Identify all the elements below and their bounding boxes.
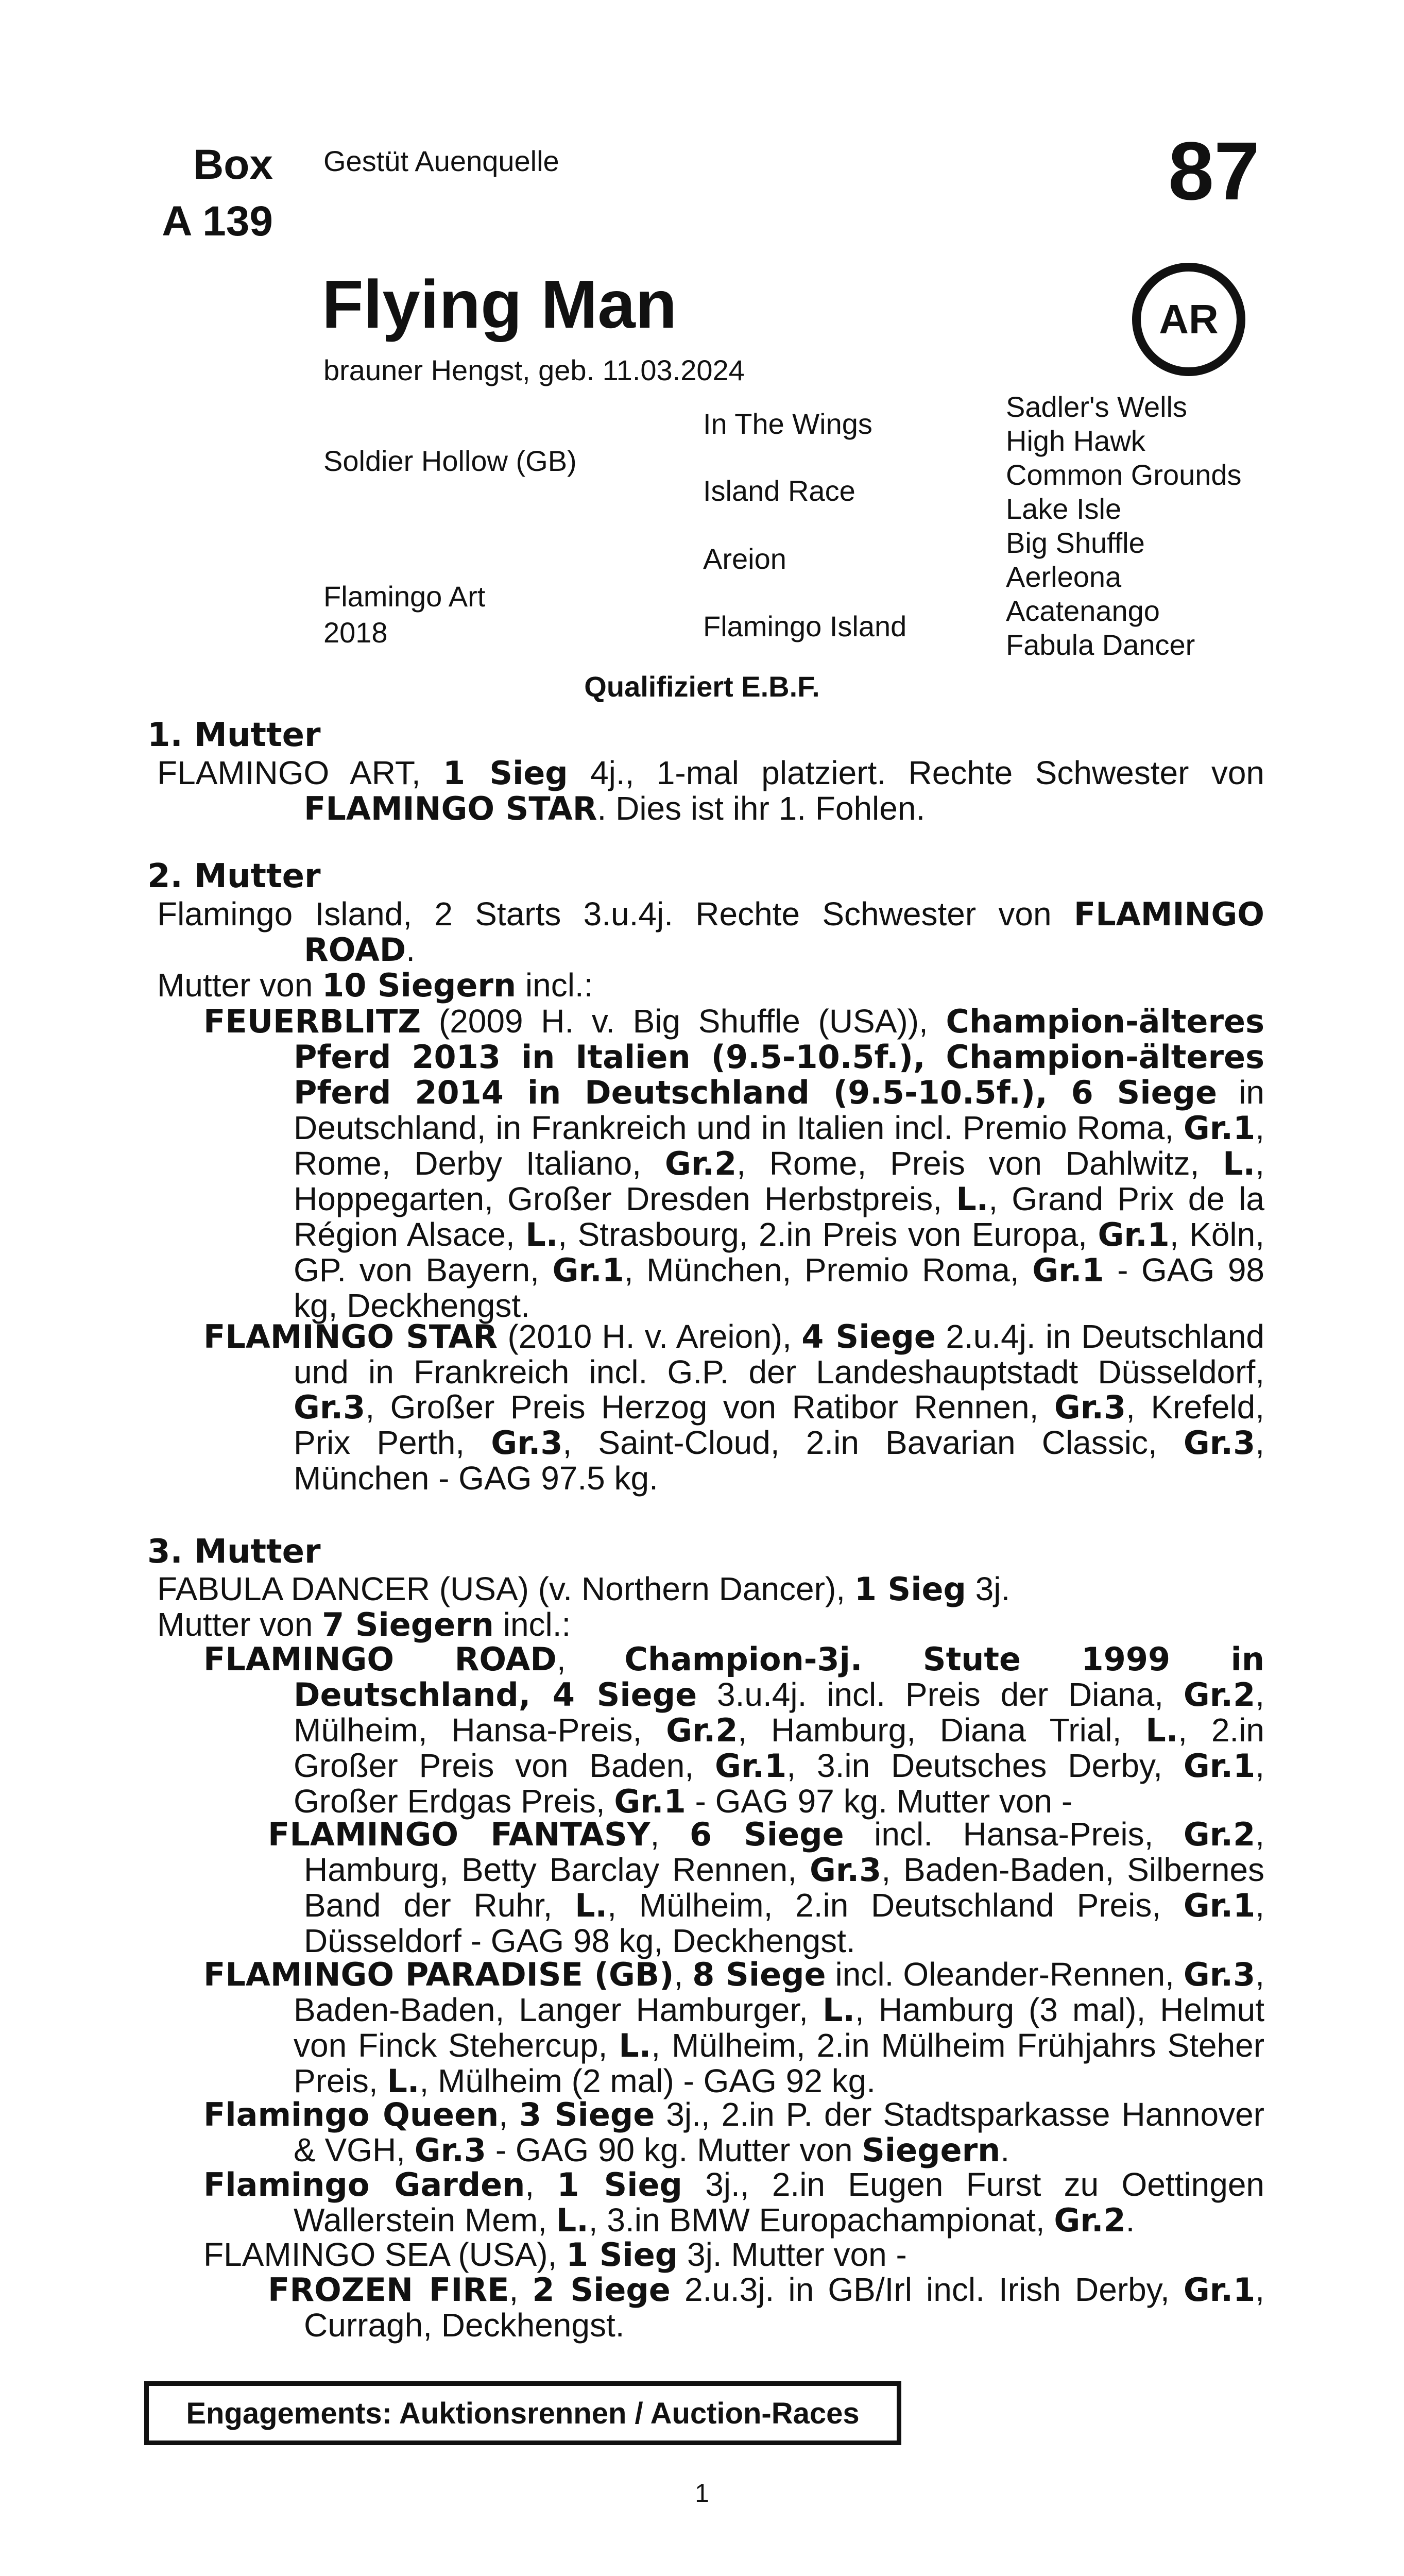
third-dam-heading: 3. Mutter: [147, 1533, 321, 1571]
offspring-frozen-fire: FROZEN FIRE, 2 Siege 2.u.3j. in GB/Irl incl. Irish Derby, Gr.1, Curragh, Deckhengst.: [268, 2271, 1264, 2344]
offspring-flamingo-paradise: FLAMINGO PARADISE (GB), 8 Siege incl. Oleander-Rennen, Gr.3, Baden-Baden, Langer Hamburger, L., Hamburg (3 mal), Helmut von Finck Stehercup, L., Mülheim, 2.in Mülheim Frühjahrs Steher Preis, L., Mülheim (2 mal) - GAG 92 kg.: [203, 1956, 1264, 2100]
pedigree-g3-item: Big Shuffle: [1006, 527, 1145, 559]
pedigree-g3-item: Acatenango: [1006, 595, 1160, 627]
pedigree-dam-dam: Flamingo Island: [703, 610, 907, 642]
pedigree-dam-sire: Areion: [703, 543, 786, 575]
pedigree-sire-dam: Island Race: [703, 474, 855, 507]
lot-number: 87: [1168, 125, 1260, 217]
horse-description: brauner Hengst, geb. 11.03.2024: [323, 354, 745, 386]
box-line-2: A 139: [162, 198, 273, 245]
third-dam-text: FABULA DANCER (USA) (v. Northern Dancer), 1 Sieg 3j. Mutter von 7 Siegern incl.:: [157, 1570, 1011, 1643]
pedigree-g3-item: Sadler's Wells: [1006, 391, 1187, 423]
second-dam-heading: 2. Mutter: [147, 857, 321, 895]
first-dam-text: FLAMINGO ART, 1 Sieg 4j., 1-mal platziert. Rechte Schwester von FLAMINGO STAR. Dies ist ihr 1. Fohlen.: [157, 754, 1265, 827]
page-number: 1: [695, 2479, 709, 2507]
pedigree-dam: Flamingo Art: [323, 580, 486, 613]
pedigree-g3-item: Aerleona: [1006, 561, 1122, 593]
offspring-flamingo-sea: FLAMINGO SEA (USA), 1 Sieg 3j. Mutter von -: [203, 2236, 907, 2274]
ar-badge: AR: [1132, 263, 1245, 376]
second-dam-text: Flamingo Island, 2 Starts 3.u.4j. Rechte Schwester von FLAMINGO ROAD. Mutter von 10 Siegern incl.:: [157, 895, 1264, 1004]
box-label: [129, 137, 273, 250]
engagements-box: Engagements: Auktionsrennen / Auction-Races: [144, 2381, 901, 2445]
breeder: Gestüt Auenquelle: [323, 145, 559, 177]
qualification: Qualifiziert E.B.F.: [584, 670, 820, 703]
box-line-1: Box: [193, 141, 273, 188]
offspring-flamingo-fantasy: FLAMINGO FANTASY, 6 Siege incl. Hansa-Preis, Gr.2, Hamburg, Betty Barclay Rennen, Gr.3, Baden-Baden, Silbernes Band der Ruhr, L., Mülheim, 2.in Deutschland Preis, Gr.1, Düsseldorf - GAG 98 kg, Deckhengst.: [268, 1816, 1265, 1959]
pedigree-g3-item: Common Grounds: [1006, 459, 1242, 491]
first-dam-heading: 1. Mutter: [147, 716, 321, 754]
pedigree-g3-item: High Hawk: [1006, 425, 1145, 457]
offspring-flamingo-queen: Flamingo Queen, 3 Siege 3j., 2.in P. der Stadtsparkasse Hannover & VGH, Gr.3 - GAG 90 kg. Mutter von Siegern.: [203, 2096, 1264, 2169]
pedigree-g3-item: Lake Isle: [1006, 493, 1122, 525]
offspring-flamingo-star: FLAMINGO STAR (2010 H. v. Areion), 4 Siege 2.u.4j. in Deutschland und in Frankreich incl. G.P. der Landeshauptstadt Düsseldorf, Gr.3, Großer Preis Herzog von Ratibor Rennen, Gr.3, Krefeld, Prix Perth, Gr.3, Saint-Cloud, 2.in Bavarian Classic, Gr.3, München - GAG 97.5 kg.: [203, 1318, 1265, 1497]
pedigree-third-generation: [1006, 390, 1242, 662]
offspring-flamingo-road: FLAMINGO ROAD, Champion-3j. Stute 1999 in Deutschland, 4 Siege 3.u.4j. incl. Preis der Diana, Gr.2, Mülheim, Hansa-Preis, Gr.2, Hamburg, Diana Trial, L., 2.in Großer Preis von Baden, Gr.1, 3.in Deutsches Derby, Gr.1, Großer Erdgas Preis, Gr.1 - GAG 97 kg. Mutter von -: [203, 1640, 1265, 1820]
pedigree-dam-year: 2018: [323, 616, 388, 649]
pedigree-sire-sire: In The Wings: [703, 408, 872, 440]
pedigree-g3-item: Fabula Dancer: [1006, 629, 1195, 661]
pedigree-sire: Soldier Hollow (GB): [323, 445, 577, 477]
offspring-flamingo-garden: Flamingo Garden, 1 Sieg 3j., 2.in Eugen Furst zu Oettingen Wallerstein Mem, L., 3.in BMW Europachampionat, Gr.2.: [203, 2166, 1265, 2239]
offspring-feuerblitz: FEUERBLITZ (2009 H. v. Big Shuffle (USA)), Champion-älteres Pferd 2013 in Italien (9.5-10.5f.), Champion-älteres Pferd 2014 in Deutschland (9.5-10.5f.), 6 Siege in Deutschland, in Frankreich und in Italien incl. Premio Roma, Gr.1, Rome, Derby Italiano, Gr.2, Rome, Preis von Dahlwitz, L., Hoppegarten, Großer Dresden Herbstpreis, L., Grand Prix de la Région Alsace, L., Strasbourg, 2.in Preis von Europa, Gr.1, Köln, GP. von Bayern, Gr.1, München, Premio Roma, Gr.1 - GAG 98 kg, Deckhengst.: [203, 1003, 1265, 1324]
horse-name: Flying Man: [322, 266, 677, 342]
